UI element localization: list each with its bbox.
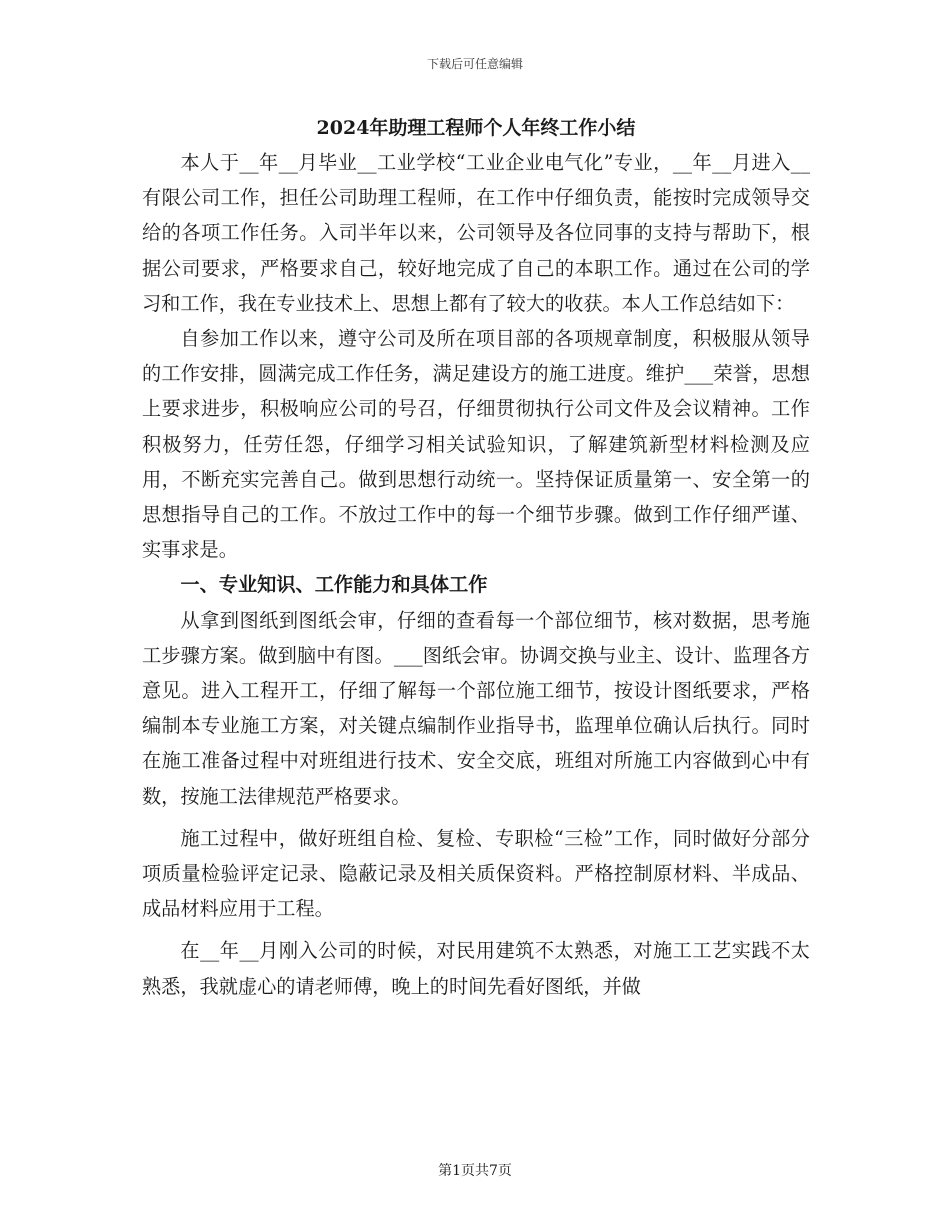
paragraph-drawings: 从拿到图纸到图纸会审，仔细的查看每一个部位细节，核对数据，思考施工步骤方案。做到脑中有图。___图纸会审。协调交换与业主、设计、监理各方意见。进入工程开工，仔细了解每一个部位施工细节，按设计图纸要求，严格编制本专业施工方案，对关键点编制作业指导书，监理单位确认后执行。同时在施工准备过程中对班组进行技术、安全交底，班组对所施工内容做到心中有数，按施工法律规范严格要求。 xyxy=(142,608,810,808)
page-footer: 第1页共7页 xyxy=(438,1163,512,1179)
paragraph-conduct: 自参加工作以来，遵守公司及所在项目部的各项规章制度，积极服从领导的工作安排，圆满完成工作任务，满足建设方的施工进度。维护___荣誉，思想上要求进步，积极响应公司的号召，仔细贯彻执行公司文件及会议精神。工作积极努力，任劳任怨，仔细学习相关试验知识，了解建筑新型材料检测及应用，不断充实完善自己。做到思想行动统一。坚持保证质量第一、安全第一的思想指导自己的工作。不放过工作中的每一个细节步骤。做到工作仔细严谨、实事求是。 xyxy=(142,327,810,562)
paragraph-learning: 在__年__月刚入公司的时候，对民用建筑不太熟悉，对施工工艺实践不太熟悉，我就虚心的请老师傅，晚上的时间先看好图纸，并做 xyxy=(142,939,810,998)
section-heading: 一、专业知识、工作能力和具体工作 xyxy=(180,573,488,597)
paragraph-intro: 本人于__年__月毕业__工业学校“工业企业电气化”专业，__年__月进入__有限公司工作，担任公司助理工程师，在工作中仔细负责，能按时完成领导交给的各项工作任务。入司半年以来，公司领导及各位同事的支持与帮助下，根据公司要求，严格要求自己，较好地完成了自己的本职工作。通过在公司的学习和工作，我在专业技术上、思想上都有了较大的收获。本人工作总结如下： xyxy=(142,151,810,315)
document-title: 2024年助理工程师个人年终工作小结 xyxy=(316,117,636,139)
document-body xyxy=(142,115,810,1004)
paragraph-inspection: 施工过程中，做好班组自检、复检、专职检“三检”工作，同时做好分部分项质量检验评定记录、隐蔽记录及相关质保资料。严格控制原材料、半成品、成品材料应用于工程。 xyxy=(142,826,810,921)
page-header: 下载后可任意编辑 xyxy=(426,57,523,71)
